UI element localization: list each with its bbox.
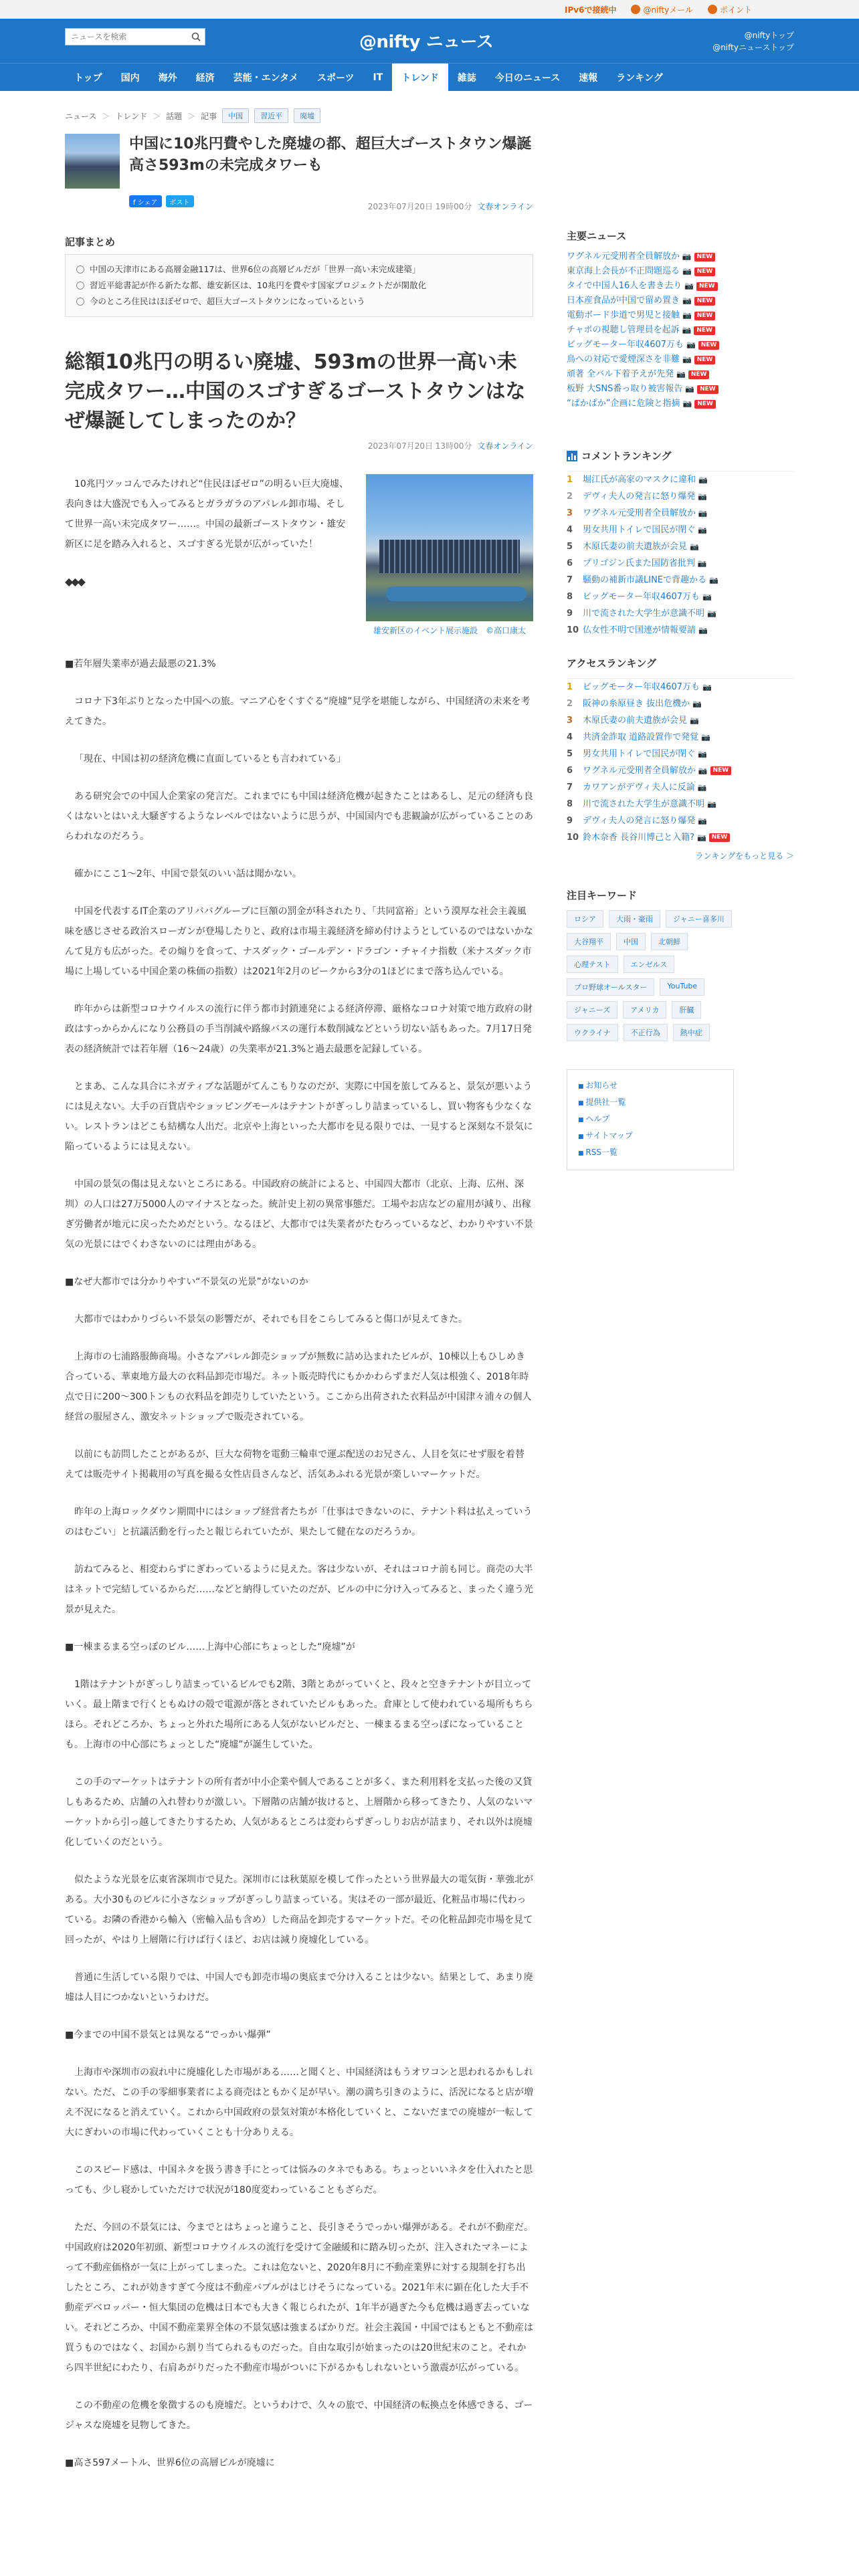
ranking-item[interactable] xyxy=(567,829,794,846)
facebook-share-button[interactable]: f シェア xyxy=(129,195,162,207)
keyword-tag[interactable]: 中国 xyxy=(616,933,646,950)
article-paragraph: コロナ下3年ぶりとなった中国への旅。マニア心をくすぐる“廃墟”見学を堪能しながら、中国経済の未来を考えてきた。 xyxy=(65,696,531,727)
ranking-title: 仏女性不明で国連が情報要請 xyxy=(583,625,696,635)
article-paragraph: 上海市の七浦路服飾商場。小さなアパレル卸売ショップが無数に詰め込まれたビルが、10棟以上もひしめき合っている、華東地方最大の衣料品卸売市場だ。ネット販売時代にもかかわらずまだ人気は根強く、2018年時点で日に200〜300トンもの衣料品を卸売りしていたという。ここから出荷された衣料品が中国津々浦々の個人経営の服屋さん、激安ネットショップで販売されている。 xyxy=(65,1352,532,1422)
main-news-list xyxy=(567,249,794,411)
access-ranking-heading: アクセスランキング xyxy=(567,657,657,669)
article-paragraph: 普通に生活している限りでは、中国人でも卸売市場の奥底まで分け入ることは少ない。結果として、あまり廃墟は人目につかないというわけだ。 xyxy=(65,1972,533,2003)
new-badge: NEW xyxy=(696,282,718,291)
rank-number: 4 xyxy=(567,732,573,742)
ranking-title: ビッグモーター年収4607万も xyxy=(583,592,700,602)
camera-icon: 📷 xyxy=(676,370,686,379)
main-news-item[interactable] xyxy=(567,294,794,308)
new-badge: NEW xyxy=(694,297,716,306)
keyword-tag[interactable]: 熱中症 xyxy=(673,1024,710,1041)
ranking-item[interactable] xyxy=(567,712,794,729)
ranking-title: 堀江氏が高家のマスクに違和 xyxy=(583,475,696,485)
article-paragraphs xyxy=(65,654,533,2473)
top-utility-bar xyxy=(0,0,859,19)
article-paragraph: この不動産の危機を象徴するのも廃墟だ。というわけで、久々の旅で、中国経済の転換点を体感できる、ゴージャスな廃墟を見物してきた。 xyxy=(65,2400,533,2431)
article-photo[interactable] xyxy=(366,474,533,621)
search-box xyxy=(65,28,205,45)
main-news-heading: 主要ニュース xyxy=(567,230,627,242)
article-paragraph: 以前にも訪問したことがあるが、巨大な荷物を電動三輪車で運ぶ配送のお兄さん、人目を気にせず服を着替えては販売サイト掲載用の写真を撮る女性店員さんなど、活気あふれる光景が楽しいマーケットだ。 xyxy=(65,1449,524,1480)
camera-icon: 📷 xyxy=(682,252,692,261)
section-subheading: ■一棟まるまる空っぽのビル……上海中心部にちょっとした“廃墟”が xyxy=(65,1642,355,1652)
keyword-tag[interactable]: 大雨・豪雨 xyxy=(609,910,660,928)
camera-icon: 📷 xyxy=(698,626,708,635)
article-paragraph: 似たような光景を広東省深圳市で見た。深圳市には秋葉原を模して作ったという世界最大の電気街・華強北がある。大小30ものビルに小さなショップがぎっしり詰まっている。実はその一部が最近、化粧品市場に代わっている。お隣の香港から輸入（密輸入品も含め）した商品を卸売するマーケットだ。その化粧品卸売市場を見て回ったが、やはり上層階に行けば行くほど、お店は減り廃墟化している。 xyxy=(65,1874,533,1945)
nav-top[interactable]: トップ xyxy=(74,73,102,84)
rank-number: 3 xyxy=(567,716,573,726)
more-ranking-link[interactable]: ランキングをもっと見る ＞ xyxy=(695,851,794,861)
point-link[interactable] xyxy=(708,4,752,15)
ranking-item[interactable] xyxy=(567,505,794,522)
main-news-item[interactable] xyxy=(567,279,794,294)
camera-icon: 📷 xyxy=(707,609,717,618)
article-paragraph: ある研究会での中国人企業家の発言だ。これまでにも中国は経済危機が起きたことはあるし、足元の経済も良くはないとはいえ大騒ぎするようなレベルではないように思うが、中国国内でも悲観論が広がっていることのあらわれなのだろう。 xyxy=(65,791,533,842)
article-title: 中国に10兆円費やした廃墟の都、超巨大ゴーストタウン爆誕 高さ593mの未完成タワーも xyxy=(129,136,547,174)
nifty-news-top-link[interactable]: @niftyニューストップ xyxy=(712,43,794,52)
point-icon xyxy=(708,5,717,14)
article-source[interactable]: 文春オンライン xyxy=(477,202,533,211)
rank-number: 2 xyxy=(567,492,573,502)
comment-ranking-heading: コメントランキング xyxy=(581,450,672,462)
main-news-item[interactable] xyxy=(567,249,794,264)
search-input[interactable] xyxy=(66,29,187,45)
lead-paragraph: 10兆円ツッコんでみたけれど“住民ほぼゼロ”の明るい巨大廃墟、表向きは大盛況でも入ってみるとガラガラのアパレル卸市場、そして世界一高い未完成タワー……。中国の最新ゴーストタウン・雄安新区に足を踏み入れると、スゴすぎる光景が広がっていた！ xyxy=(65,479,349,550)
ranking-item[interactable] xyxy=(567,679,794,695)
ranking-title: 騒動の補新市議LINEで背趣かる xyxy=(583,575,707,585)
article-thumbnail xyxy=(65,134,120,189)
summary-item: 習近平総書記が作る新たな都、雄安新区は、10兆円を費やす国家プロジェクトだが閑散化 xyxy=(76,278,522,294)
keyword-heading: 注目キーワード xyxy=(567,889,638,901)
camera-icon: 📷 xyxy=(698,766,708,775)
tag-ruins[interactable]: 廃墟 xyxy=(294,108,320,123)
main-news-title: 電動ボード歩道で男児と接触 xyxy=(567,310,680,320)
sidebar xyxy=(567,108,794,2473)
keyword-tag[interactable]: エンゼルス xyxy=(624,956,675,973)
ranking-title: 川で流された大学生が意識不明 xyxy=(583,799,705,809)
nav-sports[interactable]: スポーツ xyxy=(317,73,355,84)
keyword-tag[interactable]: ウクライナ xyxy=(567,1024,618,1041)
camera-icon: 📷 xyxy=(698,492,707,501)
article-column xyxy=(65,108,547,2473)
comment-ranking-header xyxy=(567,449,794,463)
article-meta-2 xyxy=(65,440,533,451)
keyword-tag[interactable]: 心理テスト xyxy=(567,956,618,973)
ranking-item[interactable] xyxy=(567,488,794,505)
info-link[interactable]: ■ ヘルプ xyxy=(578,1111,723,1128)
article-paragraph: このスピード感は、中国ネタを扱う書き手にとっては悩みのタネでもある。ちょっといいネタを仕入れたと思っても、少し寝かしていただけで状況が180度変わっていることもざらだ。 xyxy=(65,2165,533,2195)
camera-icon: 📷 xyxy=(698,509,708,518)
ranking-item[interactable] xyxy=(567,538,794,555)
ranking-icon xyxy=(567,451,577,461)
ranking-title: ワグネル元受刑者全員解放か xyxy=(583,508,696,518)
article-paragraph: 昨年からは新型コロナウイルスの流行に伴う都市封鎖連発による経済停滞、厳格なコロナ対策で地方政府の財政はすっからかんになり公務員の手当削減や路線バスの運行本数削減などという切ない話もあった。7月17日発表の経済統計では若年層（16〜24歳）の失業率が21.3%と過去最悪を記録している。 xyxy=(65,1004,533,1055)
ranking-item[interactable] xyxy=(567,813,794,829)
article-date-2: 2023年07月20日 13時00分 xyxy=(367,441,472,451)
rank-number: 3 xyxy=(567,508,573,518)
rank-number: 9 xyxy=(567,609,573,619)
article-source-2[interactable]: 文春オンライン xyxy=(477,441,533,451)
camera-icon: 📷 xyxy=(682,267,692,276)
new-badge: NEW xyxy=(697,385,719,394)
rank-number: 6 xyxy=(567,558,573,568)
ranking-item[interactable] xyxy=(567,605,794,622)
ranking-title: プリゴジン氏また国防省批判 xyxy=(583,558,695,568)
ranking-title: ビッグモーター年収4607万も xyxy=(583,682,700,692)
ranking-item[interactable] xyxy=(567,622,794,639)
crumb-news[interactable]: ニュース xyxy=(65,111,97,121)
camera-icon: 📷 xyxy=(709,576,719,584)
site-logo[interactable]: @nifty ニュース xyxy=(359,32,494,52)
nav-economy[interactable]: 経済 xyxy=(195,73,215,84)
camera-icon: 📷 xyxy=(682,296,692,305)
main-news-title: タイで中国人16人を書き去り xyxy=(567,281,682,291)
nav-domestic[interactable]: 国内 xyxy=(120,73,140,84)
category-nav xyxy=(0,63,859,91)
rank-number: 1 xyxy=(567,475,573,485)
section-divider: ◆◆◆ xyxy=(65,575,84,588)
summary-item: 今のところ住民はほぼゼロで、超巨大ゴーストタウンになっているという xyxy=(76,294,522,310)
article-headline: 総額10兆円の明るい廃墟、593mの世界一高い未完成タワー…中国のスゴすぎるゴーストタウンはなぜ爆誕してしまったのか？ xyxy=(65,350,526,433)
ranking-title: 鈴木奈香 長谷川博己と入籍? xyxy=(583,833,695,843)
tag-china[interactable]: 中国 xyxy=(222,108,249,123)
camera-icon: 📷 xyxy=(702,683,712,691)
camera-icon: 📷 xyxy=(707,800,717,809)
camera-icon: 📷 xyxy=(698,750,708,758)
rank-number: 8 xyxy=(567,799,573,809)
header-links xyxy=(712,29,794,53)
section-subheading: ■今までの中国不景気とは異なる“でっかい爆弾” xyxy=(65,2030,271,2040)
main-news-title: 東京海上会長が不正問題巡る xyxy=(567,266,680,276)
ranking-title: 阪神の糸原昼き 抜出危機か xyxy=(583,699,690,709)
info-link[interactable]: ■ サイトマップ xyxy=(578,1128,723,1145)
main-news-item[interactable] xyxy=(567,382,794,397)
article-paragraph: 確かにここ1〜2年、中国で景気のいい話は聞かない。 xyxy=(74,869,302,879)
new-badge: NEW xyxy=(688,370,710,379)
camera-icon: 📷 xyxy=(697,559,707,568)
main-news-title: ビッグモーター年収4607万も xyxy=(567,340,684,350)
main-news-title: “ぱかぱか”企画に危険と指摘 xyxy=(567,399,680,409)
crumb-topic[interactable]: 話題 xyxy=(166,111,183,121)
keyword-list xyxy=(567,910,734,1041)
nifty-top-link[interactable]: @niftyトップ xyxy=(744,31,794,40)
main-news-title: チャポの視聴し管理員を起訴 xyxy=(567,325,680,335)
article-paragraph: とまあ、こんな具合にネガティブな話題がてんこもりなのだが、実際に中国を旅してみると、景気が悪いようには見えない。大手の百貨店やショッピングモールはテナントがぎっしり詰まっているし、買い物客も少なくない。レストランはどこも結構な人出だ。北京や上海といった大都市を見る限りでは、一見すると深刻な不景気に陥っているようには見えない。 xyxy=(65,1081,533,1152)
info-link[interactable]: ■ お知らせ xyxy=(578,1078,723,1095)
rank-number: 10 xyxy=(567,833,579,843)
new-badge: NEW xyxy=(694,400,716,409)
rank-number: 7 xyxy=(567,782,573,792)
summary-item: 中国の天津市にある高層金融117は、世界6位の高層ビルだが「世界一高い未完成建築」 xyxy=(76,261,522,278)
ranking-item[interactable] xyxy=(567,572,794,588)
article-paragraph: 1階はテナントがぎっしり詰まっているビルでも2階、3階とあがっていくと、段々と空きテナントが目立っていく。最上階まで行くともぬけの殻で電源が落とされていたビルもあった。倉庫として使われている場所もちらほら。それどころか、ちょっと外れた場所にある人気がないビルだと、一棟まるまる空っぽになっていることも。上海市の中心部にちょっとした“廃墟”が誕生していた。 xyxy=(65,1679,533,1750)
ranking-item[interactable] xyxy=(567,555,794,572)
camera-icon: 📷 xyxy=(692,700,702,708)
rank-number: 8 xyxy=(567,592,573,602)
main-news-title: 板野 大SNS番っ取り被害報告 xyxy=(567,384,683,394)
comment-ranking-list xyxy=(567,471,794,639)
ranking-item[interactable] xyxy=(567,779,794,796)
article-date: 2023年07月20日 19時00分 xyxy=(367,202,472,211)
article-paragraph: 中国の景気の傷は見えないところにある。中国政府の統計によると、中国四大都市（北京、上海、広州、深圳）の人口は27万5000人のマイナスとなった。統計史上初の異常事態だ。工場やお店などの雇用が減り、出稼ぎ労働者が地元に戻ったためだという。なるほど、大都市では失業者がたむろっているなど、わかりやすい不景気の光景にはでくわさないのには理由がある。 xyxy=(65,1179,533,1250)
article-paragraph: 大都市ではわかりづらい不景気の影響だが、それでも目をこらしてみると傷口が見えてきた。 xyxy=(74,1314,468,1325)
main-news-item[interactable] xyxy=(567,397,794,411)
ranking-title: ワグネル元受刑者全員解放か xyxy=(583,766,696,776)
new-badge: NEW xyxy=(694,326,715,335)
camera-icon: 📷 xyxy=(698,475,708,484)
section-subheading: ■若年層失業率が過去最悪の21.3% xyxy=(65,659,216,669)
ranking-title: 男女共用トイレで国民が閉ぐ xyxy=(583,525,696,535)
article-body xyxy=(65,474,533,2473)
mail-label: @niftyメール xyxy=(643,5,693,15)
nav-entertainment[interactable]: 芸能・エンタメ xyxy=(233,73,299,84)
camera-icon: 📷 xyxy=(682,311,692,320)
keyword-tag[interactable]: 大谷翔平 xyxy=(567,933,611,950)
camera-icon: 📷 xyxy=(690,542,699,551)
nifty-mail-link[interactable] xyxy=(631,4,693,15)
camera-icon: 📷 xyxy=(701,733,710,742)
nav-it[interactable]: IT xyxy=(373,72,383,83)
new-badge: NEW xyxy=(694,356,716,364)
ipv6-status: IPv6で接続中 xyxy=(565,5,617,15)
article-paragraph: この手のマーケットはテナントの所有者が中小企業や個人であることが多く、また利用料を支払った後の又貸しもあるため、店舗の入れ替わりが激しい。下層階の店舗が抜けると、上層階から移ってきたり、人気のないマーケットから引っ越してきたりするため、人気があるところは変わらずぎっしりお店が詰まり、それ以外は廃墟化していくのだという。 xyxy=(65,1777,533,1848)
section-subheading: ■高さ597メートル、世界6位の高層ビルが廃墟に xyxy=(65,2458,275,2468)
nav-ranking[interactable]: ランキング xyxy=(616,73,663,84)
nav-breaking[interactable]: 速報 xyxy=(579,73,598,84)
nav-world[interactable]: 海外 xyxy=(158,73,177,84)
main-news-item[interactable] xyxy=(567,367,794,382)
crumb-trend[interactable]: トレンド xyxy=(115,111,148,121)
camera-icon: 📷 xyxy=(682,355,692,364)
keyword-tag[interactable]: 不正行為 xyxy=(624,1024,668,1041)
search-icon[interactable] xyxy=(187,29,205,45)
keyword-tag[interactable]: ロシア xyxy=(567,910,603,928)
ranking-item[interactable] xyxy=(567,695,794,712)
article-figure xyxy=(366,474,533,637)
main-news-item[interactable] xyxy=(567,308,794,323)
rank-number: 2 xyxy=(567,699,573,709)
camera-icon: 📷 xyxy=(690,716,699,725)
nav-trend[interactable]: トレンド xyxy=(392,64,448,92)
info-links xyxy=(567,1069,734,1170)
new-badge: NEW xyxy=(709,833,731,842)
rank-number: 5 xyxy=(567,749,573,759)
keyword-tag[interactable]: 肝臓 xyxy=(672,1001,701,1018)
breadcrumb: ニュース ＞ トレンド ＞ 話題 ＞ 記事 中国 習近平 廃墟 xyxy=(65,108,533,123)
summary-heading: 記事まとめ xyxy=(65,236,116,248)
new-badge: NEW xyxy=(710,766,732,775)
point-label: ポイント xyxy=(719,5,752,15)
article-summary xyxy=(65,254,533,317)
info-link[interactable]: ■ 提供社一覧 xyxy=(578,1095,723,1111)
site-header xyxy=(0,19,859,63)
keyword-tag[interactable]: ジャニーズ xyxy=(567,1001,617,1018)
camera-icon: 📷 xyxy=(697,783,707,792)
keyword-tag[interactable]: YouTube xyxy=(660,978,704,996)
article-paragraph: 「現在、中国は初の経済危機に直面しているとも言われている」 xyxy=(74,754,346,764)
ranking-item[interactable] xyxy=(567,471,794,488)
ranking-item[interactable] xyxy=(567,762,794,779)
main-news-item[interactable] xyxy=(567,338,794,352)
ranking-title: カワアンがデヴィ夫人に反論 xyxy=(583,782,695,792)
new-badge: NEW xyxy=(694,267,716,276)
rank-number: 7 xyxy=(567,575,573,585)
ranking-item[interactable] xyxy=(567,522,794,538)
nav-magazine[interactable]: 雑誌 xyxy=(457,73,476,84)
rank-number: 1 xyxy=(567,682,573,692)
twitter-share-button[interactable]: ポスト xyxy=(166,195,194,207)
ranking-item[interactable] xyxy=(567,588,794,605)
camera-icon: 📷 xyxy=(685,385,695,393)
rank-number: 6 xyxy=(567,766,573,776)
keyword-tag[interactable]: アメリカ xyxy=(623,1001,666,1018)
keyword-tag[interactable]: 北朝鮮 xyxy=(651,933,688,950)
photo-caption[interactable]: 雄安新区のイベント展示施設 ©高口康太 xyxy=(373,626,526,635)
ranking-title: 木原氏妻の前夫遺族が会見 xyxy=(583,716,688,726)
article-paragraph: 上海市や深圳市の寂れ中に廃墟化した市場がある……と聞くと、中国経済はもうオワコンと思われるかもしれない。ただ、この手の零細事業者による商売はともかく足が早い。潮の満ち引きのように、活況になると店が増え不況になると消えていく。これから中国政府の景気対策が本格化していくと、こないだまでの廃墟が一転して大にぎわいの市場に代わっていくことも十分ありえる。 xyxy=(65,2067,533,2138)
keyword-tag[interactable]: ジャニー喜多川 xyxy=(666,910,732,928)
ranking-item[interactable] xyxy=(567,796,794,813)
ranking-title: 川で流された大学生が意識不明 xyxy=(583,609,705,619)
camera-icon: 📷 xyxy=(684,282,694,290)
article-paragraph: 中国を代表するIT企業のアリババグループに巨額の罰金が科されたり、「共同富裕」という漠厚な社会主義風味を感じさせる政治スローガンが登場したりと、政府は市場主義経済を締め付けようとしているのではないかなんて見方も広がった。その煽りを食って、ナスダック・ゴールデン・ドラゴン・チャイナ指数（米ナスダック市場に上場している中国企業の株価の指数）は2021年2月のピークから3分の1ほどにまで落ち込んでいる。 xyxy=(65,906,533,977)
camera-icon: 📷 xyxy=(697,833,706,842)
ranking-title: 共済金詐取 道路設置作で発覚 xyxy=(583,732,699,742)
camera-icon: 📷 xyxy=(698,526,708,534)
main-news-title: 日本産食品が中国で留め置き xyxy=(567,296,680,306)
camera-icon: 📷 xyxy=(698,817,707,825)
new-badge: NEW xyxy=(698,341,720,350)
keyword-tag[interactable]: プロ野球オールスター xyxy=(567,978,654,996)
crumb-article: 記事 xyxy=(201,111,217,121)
ranking-title: デヴィ夫人の発言に怒り爆発 xyxy=(583,492,696,502)
main-news-item[interactable] xyxy=(567,352,794,367)
camera-icon: 📷 xyxy=(682,326,692,334)
main-news-item[interactable] xyxy=(567,264,794,279)
ranking-title: 木原氏妻の前夫遺族が会見 xyxy=(583,542,688,552)
camera-icon: 📷 xyxy=(702,593,712,601)
camera-icon: 📷 xyxy=(686,340,696,349)
main-news-title: 鳥への対応で愛煙深さを非難 xyxy=(567,354,680,364)
article-paragraph: ただ、今回の不景気には、今までとはちょっと違うこと、長引きそうでっかい爆弾がある。それが不動産だ。中国政府は2020年初頭、新型コロナウイルスの流行を受けて金融緩和に踏み切ったが、注入されたマネーによって不動産価格が一気に上がってしまった。これは危ないと、2020年8月に不動産業界に対する規制を打ち出したところ、これが効きすぎて今度は不動産バブルがはじけそうになっている。2021年末に顕在化した大手不動産デベロッパー・恒大集団の危機は日本でも大きく報じられたが、1年半が過ぎた今も危機は過ぎ去っていない。それどころか、中国不動産業界全体の不景気感は強まるばかりだ。社会主義国・中国ではもともと不動産は買うものではなく、お国から割り当てられるものだった。自由な取引が始まったのは20世紀末のこと。それから四半世紀にわたり、右肩あがりだった不動産市場がついに下がるかもしれないという激震が広がっている。 xyxy=(65,2222,533,2373)
tag-xi[interactable]: 習近平 xyxy=(254,108,288,123)
nav-today[interactable]: 今日のニュース xyxy=(494,73,561,84)
rank-number: 10 xyxy=(567,625,579,635)
article-paragraph: 訪ねてみると、相変わらずにぎわっているように見えた。客は少ないが、それはコロナ前も同じ。商売の大半はネットで完結しているからだ……などと納得していたのだが、ビルの中に分け入ってみると、まったく違う光景が見えた。 xyxy=(65,1564,533,1615)
main-news-title: 頑著 全バル下着予えが先発 xyxy=(567,369,674,379)
mail-icon xyxy=(631,5,640,14)
ranking-item[interactable] xyxy=(567,746,794,762)
main-news-title: ワグネル元受刑者全員解放か xyxy=(567,251,680,261)
ranking-title: デヴィ夫人の発言に怒り爆発 xyxy=(583,816,696,826)
ranking-item[interactable] xyxy=(567,729,794,746)
article-paragraph: 昨年の上海ロックダウン期間中にはショップ経営者たちが「仕事はできないのに、テナント料は払えっていうのはむごい」と抗議活動を行ったと報じられていたが、果たして健在なのだろうか。 xyxy=(65,1507,533,1537)
rank-number: 4 xyxy=(567,525,573,535)
main-news-item[interactable] xyxy=(567,323,794,338)
info-link[interactable]: ■ RSS一覧 xyxy=(578,1145,723,1162)
new-badge: NEW xyxy=(694,312,716,320)
new-badge: NEW xyxy=(694,253,716,261)
camera-icon: 📷 xyxy=(682,399,692,408)
section-subheading: ■なぜ大都市では分かりやすい“不景気の光景”がないのか xyxy=(65,1277,308,1287)
ranking-title: 男女共用トイレで国民が閉ぐ xyxy=(583,749,696,759)
rank-number: 5 xyxy=(567,542,573,552)
rank-number: 9 xyxy=(567,816,573,826)
access-ranking-list xyxy=(567,678,794,846)
